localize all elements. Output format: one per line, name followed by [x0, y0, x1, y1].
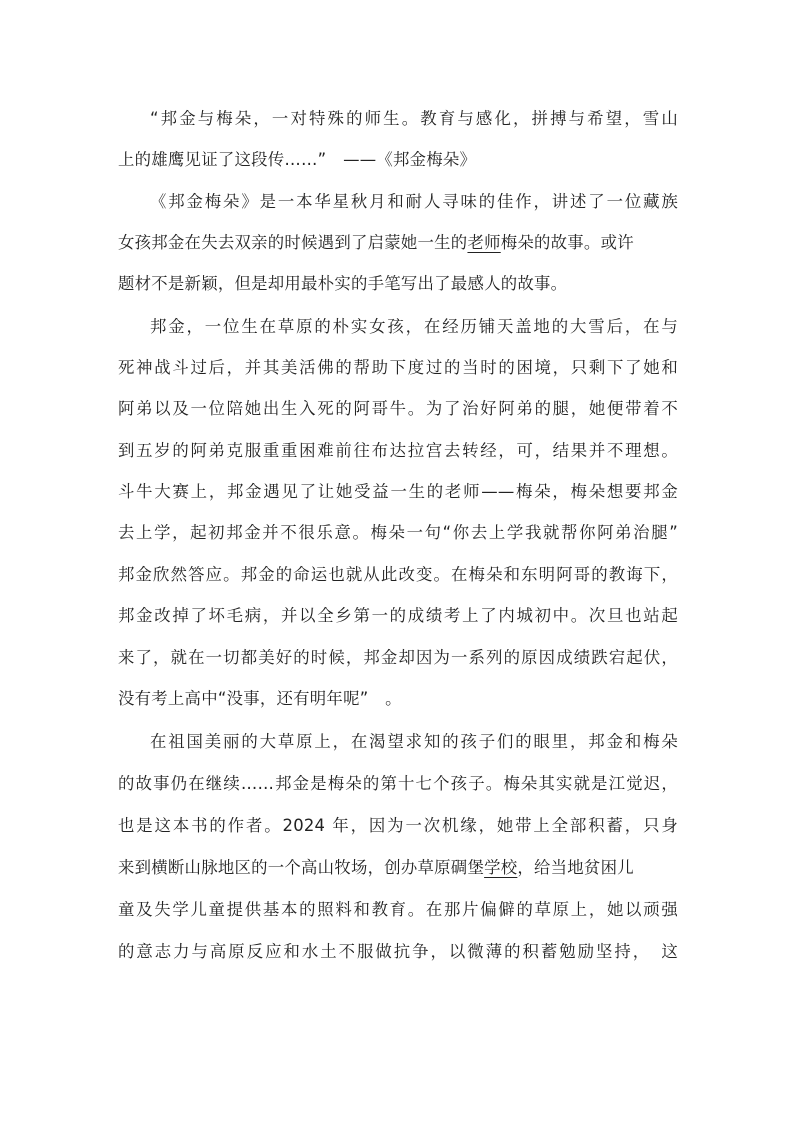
text-line: 的故事仍在继续……邦金是梅朵的第十七个孩子。梅朵其实就是江觉迟，	[118, 774, 678, 793]
text-line: “邦金与梅朵，一对特殊的师生。教育与感化，拼搏与希望，雪山	[150, 109, 678, 128]
text-line: 童及失学儿童提供基本的照料和教育。在那片偏僻的草原上，她以顽强	[118, 900, 678, 919]
text-line	[118, 228, 678, 258]
text-line: 来了，就在一切都美好的时候，邦金却因为一系列的原因成绩跌宕起伏，	[118, 648, 678, 667]
text-line: 没有考上高中“没事，还有明年呢” 。	[118, 689, 402, 708]
text-line: 斗牛大赛上，邦金遇见了让她受益一生的老师——梅朵，梅朵想要邦金	[118, 482, 678, 501]
teacher-link[interactable]: 老师	[467, 233, 501, 252]
text-line: 邦金欣然答应。邦金的命运也就从此改变。在梅朵和东明阿哥的教诲下，	[118, 565, 678, 584]
text-segment: ，给当地贫困儿	[517, 858, 634, 877]
text-segment: 梅朵的故事。或许	[500, 233, 634, 252]
text-line: 去上学，起初邦金并不很乐意。梅朵一句“你去上学我就帮你阿弟治腿”	[118, 523, 678, 542]
text-line: 到五岁的阿弟克服重重困难前往布达拉宫去转经，可，结果并不理想。	[118, 441, 678, 460]
text-line	[118, 853, 678, 883]
text-line: 也是这本书的作者。2024 年，因为一次机缘，她带上全部积蓄，只身	[118, 816, 678, 835]
text-segment: 来到横断山脉地区的一个高山牧场，创办草原碉堡	[118, 858, 485, 877]
text-line: 的意志力与高原反应和水土不服做抗争，以微薄的积蓄勉励坚持， 这	[118, 942, 678, 961]
text-segment: 女孩邦金在失去双亲的时候遇到了启蒙她一生的	[118, 233, 468, 252]
text-line: 《邦金梅朵》是一本华星秋月和耐人寻味的佳作，讲述了一位藏族	[150, 192, 678, 211]
text-line: 上的雄鹰见证了这段传……” ——《邦金梅朵》	[118, 150, 477, 169]
school-link[interactable]: 学校	[484, 858, 518, 877]
text-line: 死神战斗过后，并其美活佛的帮助下度过的当时的困境，只剩下了她和	[118, 358, 678, 377]
text-line: 邦金改掉了坏毛病，并以全乡第一的成绩考上了内城初中。次旦也站起	[118, 606, 678, 625]
text-line: 题材不是新颖，但是却用最朴实的手笔写出了最感人的故事。	[118, 274, 568, 293]
text-line: 在祖国美丽的大草原上，在渴望求知的孩子们的眼里，邦金和梅朵	[150, 732, 678, 751]
text-line: 阿弟以及一位陪她出生入死的阿哥牛。为了治好阿弟的腿，她便带着不	[118, 399, 678, 418]
text-line: 邦金，一位生在草原的朴实女孩，在经历铺天盖地的大雪后，在与	[150, 317, 678, 336]
